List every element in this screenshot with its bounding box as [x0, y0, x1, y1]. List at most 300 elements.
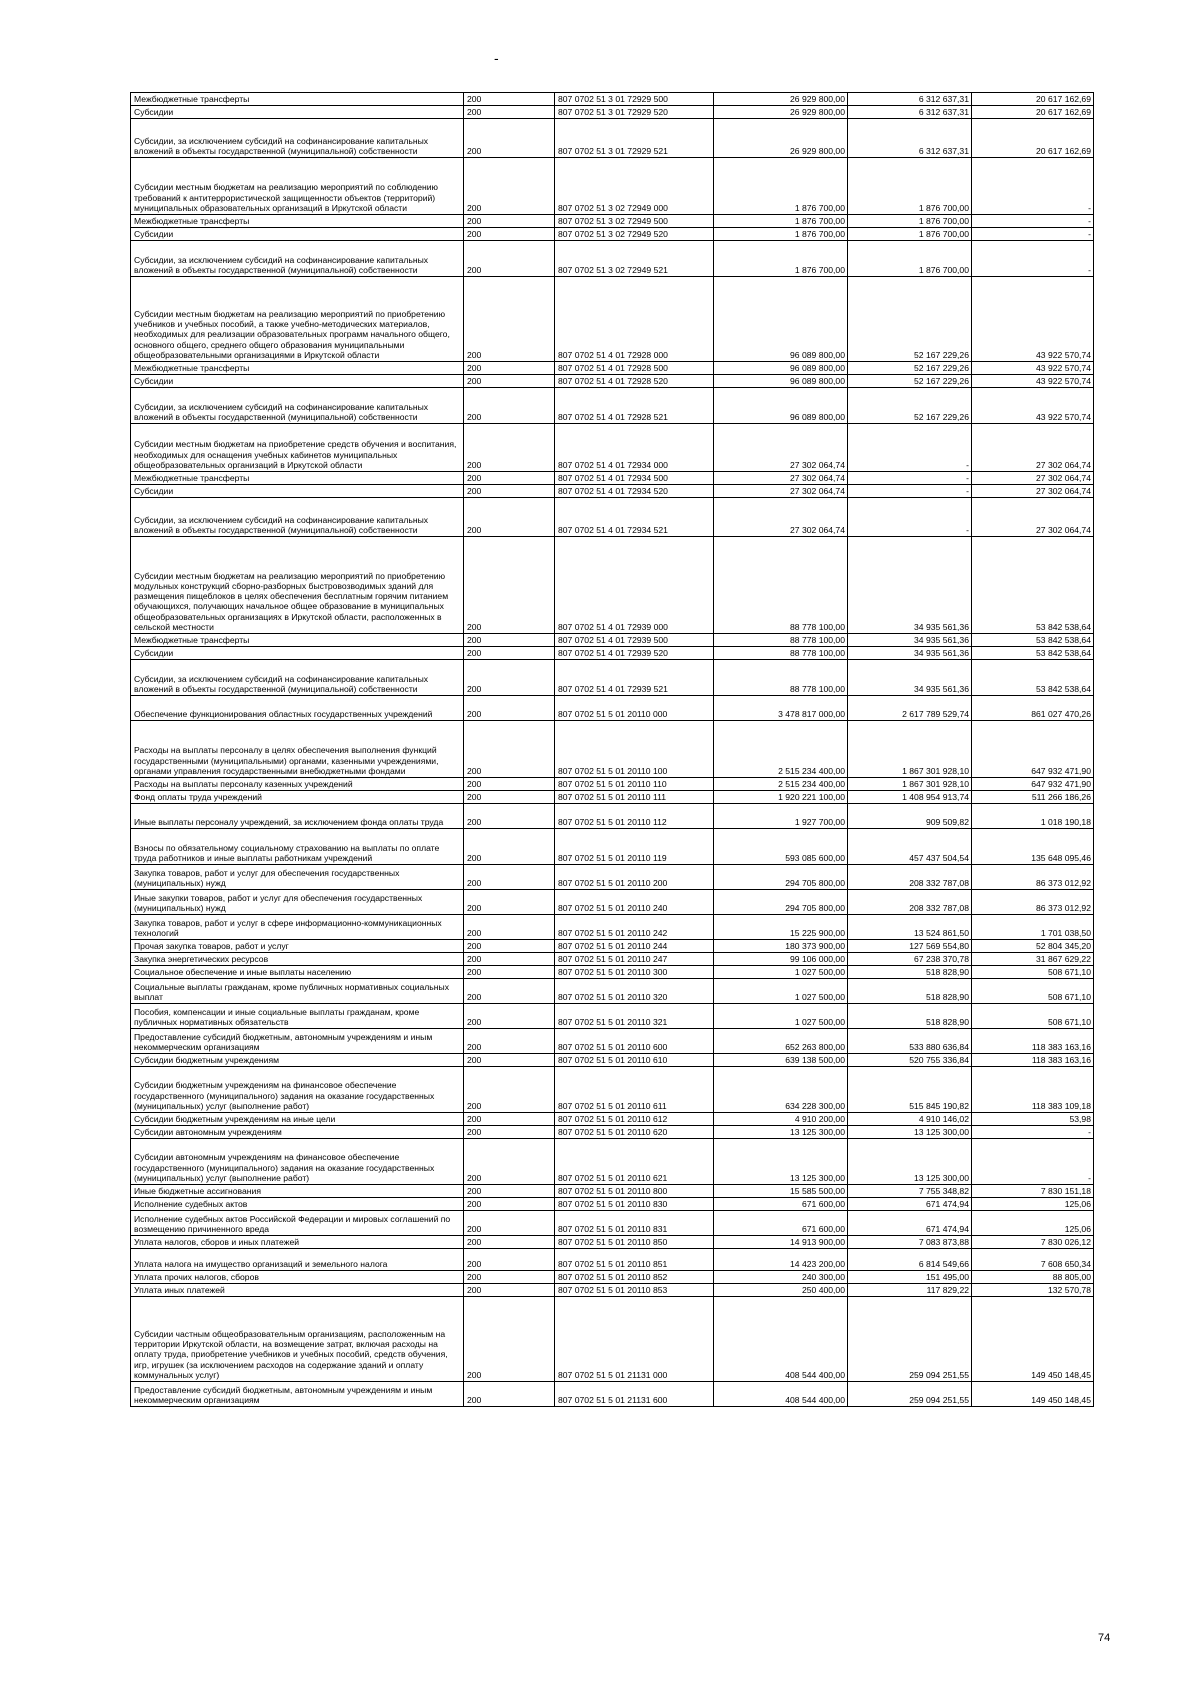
- row-rest-cell: 53 842 538,64: [972, 660, 1094, 696]
- table-row: [131, 647, 1094, 660]
- row-name-cell: Исполнение судебных актов: [131, 1198, 464, 1211]
- row-kbk-cell: 807 0702 51 5 01 20110 242: [555, 915, 714, 940]
- row-name-cell: Межбюджетные трансферты: [131, 362, 464, 375]
- row-exec-cell: 52 167 229,26: [848, 388, 972, 424]
- row-plan-cell: 1 027 500,00: [714, 966, 848, 979]
- row-code-cell: 200: [464, 829, 555, 865]
- row-name-cell: Прочая закупка товаров, работ и услуг: [131, 940, 464, 953]
- row-name-cell: Субсидии местным бюджетам на реализацию мероприятий по приобретению модульных конструкций сборно-разборных быстровозводимых зданий для размещения пищеблоков в целях обеспечения бесплатным горячим питанием обучающихся, получающих начальное общее образование в муниципальных общеобразовательных организациях в Иркутской области, расположенных в сельской местности: [131, 537, 464, 634]
- row-name-cell: Уплата иных платежей: [131, 1284, 464, 1297]
- table-row: [131, 940, 1094, 953]
- row-code-cell: 200: [464, 1113, 555, 1126]
- row-code-cell: 200: [464, 1271, 555, 1284]
- row-exec-cell: 1 876 700,00: [848, 241, 972, 277]
- row-name-cell: Обеспечение функционирования областных государственных учреждений: [131, 696, 464, 721]
- row-rest-cell: 53 842 538,64: [972, 647, 1094, 660]
- row-plan-cell: 1 027 500,00: [714, 979, 848, 1004]
- table-row: [131, 498, 1094, 537]
- row-rest-cell: 20 617 162,69: [972, 93, 1094, 106]
- row-kbk-cell: 807 0702 51 5 01 20110 000: [555, 696, 714, 721]
- row-plan-cell: 408 544 400,00: [714, 1297, 848, 1382]
- row-exec-cell: 518 828,90: [848, 966, 972, 979]
- row-plan-cell: 639 138 500,00: [714, 1054, 848, 1067]
- row-name-cell: Межбюджетные трансферты: [131, 634, 464, 647]
- row-plan-cell: 294 705 800,00: [714, 890, 848, 915]
- row-plan-cell: 2 515 234 400,00: [714, 721, 848, 778]
- row-plan-cell: 96 089 800,00: [714, 375, 848, 388]
- row-kbk-cell: 807 0702 51 3 01 72929 521: [555, 119, 714, 158]
- row-exec-cell: 909 509,82: [848, 804, 972, 829]
- row-code-cell: 200: [464, 424, 555, 472]
- row-rest-cell: 31 867 629,22: [972, 953, 1094, 966]
- row-rest-cell: 53,98: [972, 1113, 1094, 1126]
- row-rest-cell: 43 922 570,74: [972, 388, 1094, 424]
- row-plan-cell: 27 302 064,74: [714, 472, 848, 485]
- row-name-cell: Уплата налога на имущество организаций и земельного налога: [131, 1249, 464, 1271]
- row-code-cell: 200: [464, 696, 555, 721]
- row-code-cell: 200: [464, 375, 555, 388]
- row-name-cell: Субсидии, за исключением субсидий на софинансирование капитальных вложений в объекты государственной (муниципальной) собственности: [131, 119, 464, 158]
- row-code-cell: 200: [464, 940, 555, 953]
- row-exec-cell: 13 125 300,00: [848, 1139, 972, 1185]
- row-code-cell: 200: [464, 215, 555, 228]
- row-exec-cell: 34 935 561,36: [848, 647, 972, 660]
- row-code-cell: 200: [464, 1249, 555, 1271]
- row-plan-cell: 408 544 400,00: [714, 1382, 848, 1407]
- row-exec-cell: 1 867 301 928,10: [848, 721, 972, 778]
- row-name-cell: Закупка товаров, работ и услуг для обеспечения государственных (муниципальных) нужд: [131, 865, 464, 890]
- row-plan-cell: 88 778 100,00: [714, 537, 848, 634]
- row-exec-cell: 6 312 637,31: [848, 93, 972, 106]
- row-name-cell: Межбюджетные трансферты: [131, 215, 464, 228]
- row-code-cell: 200: [464, 485, 555, 498]
- row-kbk-cell: 807 0702 51 5 01 20110 100: [555, 721, 714, 778]
- row-code-cell: 200: [464, 647, 555, 660]
- row-name-cell: Субсидии бюджетным учреждениям на иные цели: [131, 1113, 464, 1126]
- row-code-cell: 200: [464, 721, 555, 778]
- row-kbk-cell: 807 0702 51 5 01 20110 600: [555, 1029, 714, 1054]
- row-exec-cell: 7 083 873,88: [848, 1236, 972, 1249]
- row-plan-cell: 1 876 700,00: [714, 241, 848, 277]
- row-name-cell: Предоставление субсидий бюджетным, автономным учреждениям и иным некоммерческим организациям: [131, 1382, 464, 1407]
- row-code-cell: 200: [464, 953, 555, 966]
- row-plan-cell: 14 423 200,00: [714, 1249, 848, 1271]
- row-exec-cell: 52 167 229,26: [848, 277, 972, 362]
- top-mark: -: [494, 50, 499, 66]
- row-code-cell: 200: [464, 362, 555, 375]
- row-code-cell: 200: [464, 1382, 555, 1407]
- row-name-cell: Субсидии: [131, 106, 464, 119]
- row-plan-cell: 671 600,00: [714, 1198, 848, 1211]
- row-rest-cell: 86 373 012,92: [972, 865, 1094, 890]
- row-code-cell: 200: [464, 1185, 555, 1198]
- row-rest-cell: 149 450 148,45: [972, 1297, 1094, 1382]
- row-exec-cell: 34 935 561,36: [848, 537, 972, 634]
- row-kbk-cell: 807 0702 51 3 02 72949 521: [555, 241, 714, 277]
- row-rest-cell: 132 570,78: [972, 1284, 1094, 1297]
- row-plan-cell: 1 876 700,00: [714, 158, 848, 215]
- row-exec-cell: 52 167 229,26: [848, 362, 972, 375]
- row-plan-cell: 26 929 800,00: [714, 106, 848, 119]
- row-plan-cell: 14 913 900,00: [714, 1236, 848, 1249]
- row-code-cell: 200: [464, 1004, 555, 1029]
- table-row: [131, 1029, 1094, 1054]
- table-row: [131, 93, 1094, 106]
- row-code-cell: 200: [464, 634, 555, 647]
- row-kbk-cell: 807 0702 51 5 01 20110 110: [555, 778, 714, 791]
- row-rest-cell: 118 383 163,16: [972, 1054, 1094, 1067]
- row-plan-cell: 634 228 300,00: [714, 1067, 848, 1113]
- table-row: [131, 966, 1094, 979]
- row-rest-cell: 118 383 163,16: [972, 1029, 1094, 1054]
- row-plan-cell: 652 263 800,00: [714, 1029, 848, 1054]
- table-row: [131, 424, 1094, 472]
- row-rest-cell: 125,06: [972, 1211, 1094, 1236]
- row-rest-cell: 43 922 570,74: [972, 362, 1094, 375]
- row-name-cell: Фонд оплаты труда учреждений: [131, 791, 464, 804]
- table-row: [131, 865, 1094, 890]
- table-row: [131, 696, 1094, 721]
- row-exec-cell: 6 814 549,66: [848, 1249, 972, 1271]
- row-exec-cell: 4 910 146,02: [848, 1113, 972, 1126]
- row-rest-cell: 511 266 186,26: [972, 791, 1094, 804]
- row-plan-cell: 1 927 700,00: [714, 804, 848, 829]
- row-kbk-cell: 807 0702 51 4 01 72939 000: [555, 537, 714, 634]
- row-name-cell: Уплата налогов, сборов и иных платежей: [131, 1236, 464, 1249]
- row-rest-cell: -: [972, 1139, 1094, 1185]
- row-name-cell: Закупка товаров, работ и услуг в сфере информационно-коммуникационных технологий: [131, 915, 464, 940]
- row-kbk-cell: 807 0702 51 5 01 20110 300: [555, 966, 714, 979]
- table-row: [131, 375, 1094, 388]
- row-code-cell: 200: [464, 1054, 555, 1067]
- row-name-cell: Субсидии бюджетным учреждениям: [131, 1054, 464, 1067]
- row-kbk-cell: 807 0702 51 4 01 72928 521: [555, 388, 714, 424]
- row-code-cell: 200: [464, 1236, 555, 1249]
- table-row: [131, 721, 1094, 778]
- row-plan-cell: 15 225 900,00: [714, 915, 848, 940]
- row-exec-cell: 34 935 561,36: [848, 634, 972, 647]
- row-rest-cell: -: [972, 241, 1094, 277]
- row-plan-cell: 15 585 500,00: [714, 1185, 848, 1198]
- row-plan-cell: 294 705 800,00: [714, 865, 848, 890]
- table-row: [131, 277, 1094, 362]
- row-kbk-cell: 807 0702 51 3 02 72949 520: [555, 228, 714, 241]
- row-kbk-cell: 807 0702 51 5 01 20110 831: [555, 1211, 714, 1236]
- row-kbk-cell: 807 0702 51 5 01 20110 112: [555, 804, 714, 829]
- row-exec-cell: -: [848, 424, 972, 472]
- row-rest-cell: 43 922 570,74: [972, 277, 1094, 362]
- row-plan-cell: 27 302 064,74: [714, 424, 848, 472]
- row-kbk-cell: 807 0702 51 5 01 20110 830: [555, 1198, 714, 1211]
- row-exec-cell: 208 332 787,08: [848, 890, 972, 915]
- row-exec-cell: 1 876 700,00: [848, 158, 972, 215]
- row-rest-cell: 27 302 064,74: [972, 472, 1094, 485]
- row-exec-cell: 1 408 954 913,74: [848, 791, 972, 804]
- row-rest-cell: 508 671,10: [972, 1004, 1094, 1029]
- table-row: [131, 804, 1094, 829]
- row-exec-cell: 13 125 300,00: [848, 1126, 972, 1139]
- row-rest-cell: 20 617 162,69: [972, 119, 1094, 158]
- table-row: [131, 1198, 1094, 1211]
- row-kbk-cell: 807 0702 51 4 01 72928 520: [555, 375, 714, 388]
- row-name-cell: Субсидии местным бюджетам на реализацию мероприятий по приобретению учебников и учебных пособий, а также учебно-методических материалов, необходимых для реализации образовательных программ начального общего, основного общего, среднего общего образования муниципальными общеобразовательными организациями в Иркутской области: [131, 277, 464, 362]
- row-exec-cell: 671 474,94: [848, 1211, 972, 1236]
- row-name-cell: Субсидии бюджетным учреждениям на финансовое обеспечение государственного (муниципального) задания на оказание государственных (муниципальных) услуг (выполнение работ): [131, 1067, 464, 1113]
- row-kbk-cell: 807 0702 51 3 02 72949 000: [555, 158, 714, 215]
- row-rest-cell: -: [972, 228, 1094, 241]
- table-row: [131, 660, 1094, 696]
- row-rest-cell: 53 842 538,64: [972, 537, 1094, 634]
- row-kbk-cell: 807 0702 51 4 01 72939 500: [555, 634, 714, 647]
- table-row: [131, 791, 1094, 804]
- row-code-cell: 200: [464, 865, 555, 890]
- row-exec-cell: -: [848, 472, 972, 485]
- row-kbk-cell: 807 0702 51 5 01 20110 852: [555, 1271, 714, 1284]
- row-plan-cell: 27 302 064,74: [714, 485, 848, 498]
- row-plan-cell: 593 085 600,00: [714, 829, 848, 865]
- row-plan-cell: 250 400,00: [714, 1284, 848, 1297]
- row-exec-cell: -: [848, 485, 972, 498]
- row-plan-cell: 3 478 817 000,00: [714, 696, 848, 721]
- row-plan-cell: 88 778 100,00: [714, 634, 848, 647]
- row-rest-cell: 27 302 064,74: [972, 424, 1094, 472]
- table-row: [131, 485, 1094, 498]
- page-number: 74: [1098, 1632, 1111, 1644]
- table-row: [131, 979, 1094, 1004]
- row-kbk-cell: 807 0702 51 5 01 20110 200: [555, 865, 714, 890]
- row-rest-cell: 53 842 538,64: [972, 634, 1094, 647]
- table-row: [131, 890, 1094, 915]
- row-kbk-cell: 807 0702 51 4 01 72928 500: [555, 362, 714, 375]
- row-plan-cell: 1 027 500,00: [714, 1004, 848, 1029]
- row-exec-cell: 515 845 190,82: [848, 1067, 972, 1113]
- row-code-cell: 200: [464, 979, 555, 1004]
- row-rest-cell: 20 617 162,69: [972, 106, 1094, 119]
- row-name-cell: Субсидии местным бюджетам на реализацию мероприятий по соблюдению требований к антитеррористической защищенности объектов (территорий) муниципальных образовательных организаций в Иркутской области: [131, 158, 464, 215]
- table-row: [131, 1113, 1094, 1126]
- row-rest-cell: 27 302 064,74: [972, 485, 1094, 498]
- row-name-cell: Субсидии, за исключением субсидий на софинансирование капитальных вложений в объекты государственной (муниципальной) собственности: [131, 241, 464, 277]
- row-exec-cell: 127 569 554,80: [848, 940, 972, 953]
- row-code-cell: 200: [464, 890, 555, 915]
- row-code-cell: 200: [464, 1284, 555, 1297]
- row-code-cell: 200: [464, 158, 555, 215]
- row-kbk-cell: 807 0702 51 4 01 72934 500: [555, 472, 714, 485]
- row-plan-cell: 88 778 100,00: [714, 660, 848, 696]
- row-rest-cell: 7 830 151,18: [972, 1185, 1094, 1198]
- table-row: [131, 1067, 1094, 1113]
- row-code-cell: 200: [464, 498, 555, 537]
- row-rest-cell: 647 932 471,90: [972, 778, 1094, 791]
- row-rest-cell: 7 830 026,12: [972, 1236, 1094, 1249]
- row-kbk-cell: 807 0702 51 5 01 21131 600: [555, 1382, 714, 1407]
- row-plan-cell: 96 089 800,00: [714, 362, 848, 375]
- row-name-cell: Субсидии: [131, 375, 464, 388]
- row-kbk-cell: 807 0702 51 4 01 72939 520: [555, 647, 714, 660]
- table-row: [131, 915, 1094, 940]
- row-name-cell: Социальное обеспечение и иные выплаты населению: [131, 966, 464, 979]
- row-rest-cell: 43 922 570,74: [972, 375, 1094, 388]
- row-kbk-cell: 807 0702 51 5 01 20110 247: [555, 953, 714, 966]
- row-plan-cell: 671 600,00: [714, 1211, 848, 1236]
- row-exec-cell: 6 312 637,31: [848, 106, 972, 119]
- row-name-cell: Субсидии, за исключением субсидий на софинансирование капитальных вложений в объекты государственной (муниципальной) собственности: [131, 660, 464, 696]
- row-code-cell: 200: [464, 93, 555, 106]
- row-rest-cell: 86 373 012,92: [972, 890, 1094, 915]
- row-rest-cell: 118 383 109,18: [972, 1067, 1094, 1113]
- row-plan-cell: 26 929 800,00: [714, 119, 848, 158]
- row-kbk-cell: 807 0702 51 5 01 20110 853: [555, 1284, 714, 1297]
- row-code-cell: 200: [464, 277, 555, 362]
- row-kbk-cell: 807 0702 51 5 01 20110 244: [555, 940, 714, 953]
- row-kbk-cell: 807 0702 51 5 01 20110 612: [555, 1113, 714, 1126]
- row-name-cell: Субсидии автономным учреждениям: [131, 1126, 464, 1139]
- row-kbk-cell: 807 0702 51 5 01 20110 611: [555, 1067, 714, 1113]
- row-kbk-cell: 807 0702 51 4 01 72934 520: [555, 485, 714, 498]
- row-code-cell: 200: [464, 804, 555, 829]
- row-code-cell: 200: [464, 1297, 555, 1382]
- row-rest-cell: -: [972, 158, 1094, 215]
- table-row: [131, 388, 1094, 424]
- row-exec-cell: 1 876 700,00: [848, 228, 972, 241]
- row-code-cell: 200: [464, 1139, 555, 1185]
- table-row: [131, 1139, 1094, 1185]
- table-row: [131, 1185, 1094, 1198]
- row-plan-cell: 13 125 300,00: [714, 1126, 848, 1139]
- row-exec-cell: 13 524 861,50: [848, 915, 972, 940]
- row-code-cell: 200: [464, 241, 555, 277]
- row-name-cell: Расходы на выплаты персоналу казенных учреждений: [131, 778, 464, 791]
- row-rest-cell: 861 027 470,26: [972, 696, 1094, 721]
- row-exec-cell: 7 755 348,82: [848, 1185, 972, 1198]
- row-code-cell: 200: [464, 106, 555, 119]
- row-name-cell: Уплата прочих налогов, сборов: [131, 1271, 464, 1284]
- row-plan-cell: 96 089 800,00: [714, 277, 848, 362]
- row-name-cell: Субсидии: [131, 647, 464, 660]
- table-row: [131, 472, 1094, 485]
- row-kbk-cell: 807 0702 51 4 01 72928 000: [555, 277, 714, 362]
- row-name-cell: Иные закупки товаров, работ и услуг для обеспечения государственных (муниципальных) нужд: [131, 890, 464, 915]
- row-exec-cell: 6 312 637,31: [848, 119, 972, 158]
- table-row: [131, 1004, 1094, 1029]
- table-row: [131, 362, 1094, 375]
- row-name-cell: Межбюджетные трансферты: [131, 93, 464, 106]
- row-kbk-cell: 807 0702 51 5 01 20110 800: [555, 1185, 714, 1198]
- row-rest-cell: 135 648 095,46: [972, 829, 1094, 865]
- row-code-cell: 200: [464, 778, 555, 791]
- row-name-cell: Предоставление субсидий бюджетным, автономным учреждениям и иным некоммерческим организациям: [131, 1029, 464, 1054]
- row-name-cell: Субсидии автономным учреждениям на финансовое обеспечение государственного (муниципального) задания на оказание государственных (муниципальных) услуг (выполнение работ): [131, 1139, 464, 1185]
- row-rest-cell: 508 671,10: [972, 966, 1094, 979]
- row-code-cell: 200: [464, 1211, 555, 1236]
- row-plan-cell: 2 515 234 400,00: [714, 778, 848, 791]
- row-exec-cell: 1 876 700,00: [848, 215, 972, 228]
- row-plan-cell: 88 778 100,00: [714, 647, 848, 660]
- row-rest-cell: 7 608 650,34: [972, 1249, 1094, 1271]
- row-kbk-cell: 807 0702 51 3 01 72929 520: [555, 106, 714, 119]
- row-exec-cell: 518 828,90: [848, 979, 972, 1004]
- table-row: [131, 1126, 1094, 1139]
- row-exec-cell: 67 238 370,78: [848, 953, 972, 966]
- row-kbk-cell: 807 0702 51 5 01 20110 851: [555, 1249, 714, 1271]
- row-kbk-cell: 807 0702 51 4 01 72939 521: [555, 660, 714, 696]
- row-exec-cell: 208 332 787,08: [848, 865, 972, 890]
- row-kbk-cell: 807 0702 51 5 01 20110 610: [555, 1054, 714, 1067]
- row-rest-cell: -: [972, 1126, 1094, 1139]
- row-name-cell: Пособия, компенсации и иные социальные выплаты гражданам, кроме публичных нормативных обязательств: [131, 1004, 464, 1029]
- row-kbk-cell: 807 0702 51 5 01 20110 111: [555, 791, 714, 804]
- row-exec-cell: 52 167 229,26: [848, 375, 972, 388]
- row-kbk-cell: 807 0702 51 5 01 20110 119: [555, 829, 714, 865]
- row-name-cell: Субсидии: [131, 228, 464, 241]
- row-rest-cell: 88 805,00: [972, 1271, 1094, 1284]
- row-rest-cell: -: [972, 215, 1094, 228]
- row-plan-cell: 27 302 064,74: [714, 498, 848, 537]
- row-plan-cell: 1 876 700,00: [714, 228, 848, 241]
- row-plan-cell: 96 089 800,00: [714, 388, 848, 424]
- row-exec-cell: 2 617 789 529,74: [848, 696, 972, 721]
- row-exec-cell: 151 495,00: [848, 1271, 972, 1284]
- row-code-cell: 200: [464, 791, 555, 804]
- table-row: [131, 106, 1094, 119]
- row-name-cell: Межбюджетные трансферты: [131, 472, 464, 485]
- row-exec-cell: -: [848, 498, 972, 537]
- table-row: [131, 634, 1094, 647]
- table-row: [131, 537, 1094, 634]
- row-code-cell: 200: [464, 388, 555, 424]
- row-name-cell: Субсидии: [131, 485, 464, 498]
- table-row: [131, 1271, 1094, 1284]
- row-kbk-cell: 807 0702 51 4 01 72934 521: [555, 498, 714, 537]
- table-row: [131, 241, 1094, 277]
- row-exec-cell: 117 829,22: [848, 1284, 972, 1297]
- row-kbk-cell: 807 0702 51 5 01 20110 320: [555, 979, 714, 1004]
- row-kbk-cell: 807 0702 51 4 01 72934 000: [555, 424, 714, 472]
- table-row: [131, 1284, 1094, 1297]
- row-rest-cell: 125,06: [972, 1198, 1094, 1211]
- row-code-cell: 200: [464, 119, 555, 158]
- table-row: [131, 829, 1094, 865]
- row-kbk-cell: 807 0702 51 3 01 72929 500: [555, 93, 714, 106]
- table-row: [131, 158, 1094, 215]
- row-code-cell: 200: [464, 1126, 555, 1139]
- row-name-cell: Субсидии местным бюджетам на приобретение средств обучения и воспитания, необходимых для оснащения учебных кабинетов муниципальных общеобразовательных организаций в Иркутской области: [131, 424, 464, 472]
- table-row: [131, 1054, 1094, 1067]
- row-name-cell: Социальные выплаты гражданам, кроме публичных нормативных социальных выплат: [131, 979, 464, 1004]
- table-row: [131, 778, 1094, 791]
- row-kbk-cell: 807 0702 51 5 01 20110 321: [555, 1004, 714, 1029]
- row-name-cell: Субсидии частным общеобразовательным организациям, расположенным на территории Иркутской области, на возмещение затрат, включая расходы на оплату труда, приобретение учебников и учебных пособий, средств обучения, игр, игрушек (за исключением расходов на содержание зданий и оплату коммунальных услуг): [131, 1297, 464, 1382]
- table-row: [131, 1249, 1094, 1271]
- row-rest-cell: 1 018 190,18: [972, 804, 1094, 829]
- row-name-cell: Субсидии, за исключением субсидий на софинансирование капитальных вложений в объекты государственной (муниципальной) собственности: [131, 498, 464, 537]
- table-row: [131, 953, 1094, 966]
- row-kbk-cell: 807 0702 51 5 01 20110 850: [555, 1236, 714, 1249]
- row-code-cell: 200: [464, 966, 555, 979]
- row-rest-cell: 647 932 471,90: [972, 721, 1094, 778]
- row-code-cell: 200: [464, 1067, 555, 1113]
- row-exec-cell: 259 094 251,55: [848, 1297, 972, 1382]
- row-name-cell: Взносы по обязательному социальному страхованию на выплаты по оплате труда работников и иные выплаты работникам учреждений: [131, 829, 464, 865]
- row-kbk-cell: 807 0702 51 5 01 21131 000: [555, 1297, 714, 1382]
- row-name-cell: Субсидии, за исключением субсидий на софинансирование капитальных вложений в объекты государственной (муниципальной) собственности: [131, 388, 464, 424]
- row-exec-cell: 533 880 636,84: [848, 1029, 972, 1054]
- row-rest-cell: 149 450 148,45: [972, 1382, 1094, 1407]
- table-row: [131, 1382, 1094, 1407]
- row-code-cell: 200: [464, 1198, 555, 1211]
- row-code-cell: 200: [464, 472, 555, 485]
- row-name-cell: Иные выплаты персоналу учреждений, за исключением фонда оплаты труда: [131, 804, 464, 829]
